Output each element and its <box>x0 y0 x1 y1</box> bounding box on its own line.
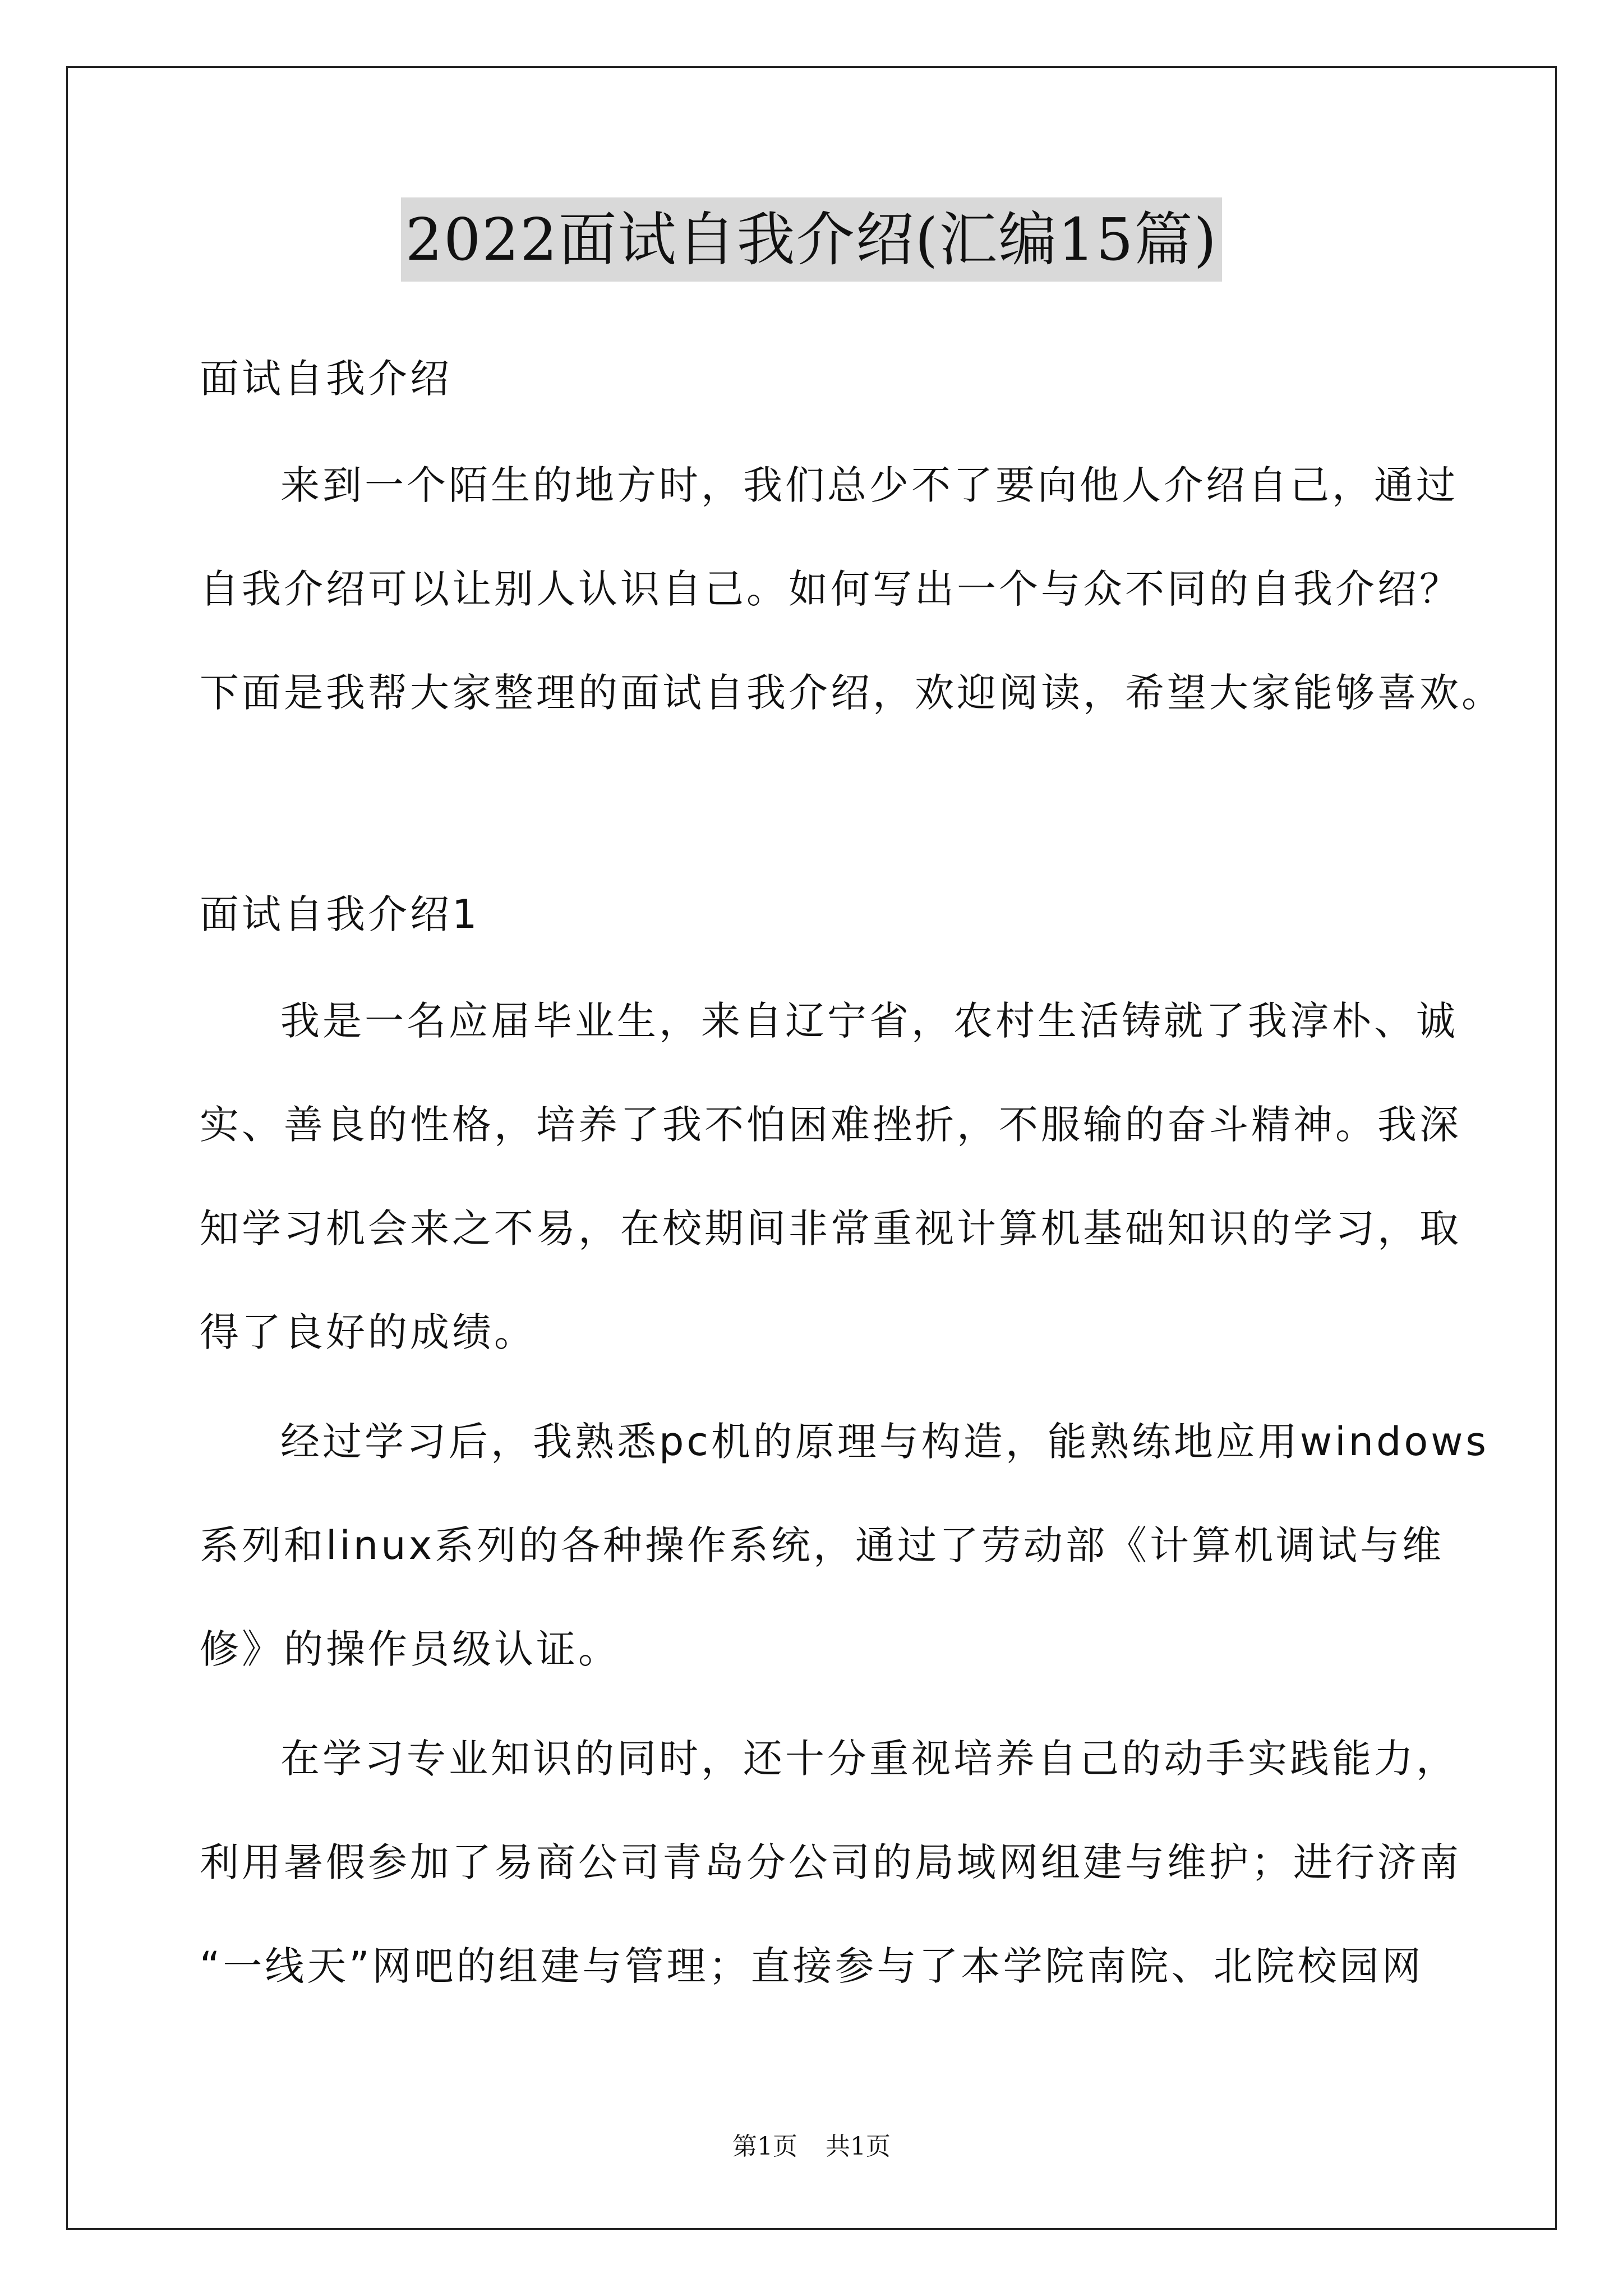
section1-line-10: “一线天”网吧的组建与管理；直接参与了本学院南院、北院校园网 <box>200 1943 1424 1989</box>
intro-line-2: 自我介绍可以让别人认识自己。如何写出一个与众不同的自我介绍？ <box>200 566 1461 612</box>
page-footer <box>0 2126 1623 2162</box>
section1-line-6: 系列和linux系列的各种操作系统，通过了劳动部《计算机调试与维 <box>200 1522 1445 1568</box>
title-container <box>0 197 1623 282</box>
intro-heading: 面试自我介绍 <box>200 356 452 402</box>
section1-line-3: 知学习机会来之不易，在校期间非常重视计算机基础知识的学习，取 <box>200 1205 1461 1251</box>
intro-line-3: 下面是我帮大家整理的面试自我介绍，欢迎阅读，希望大家能够喜欢。 <box>200 670 1504 716</box>
document-title: 2022面试自我介绍(汇编15篇) <box>401 197 1222 282</box>
section1-line-7: 修》的操作员级认证。 <box>200 1626 620 1672</box>
section1-line-1: 我是一名应届毕业生，来自辽宁省，农村生活铸就了我淳朴、诚 <box>280 998 1458 1044</box>
intro-line-1: 来到一个陌生的地方时，我们总少不了要向他人介绍自己，通过 <box>280 462 1458 508</box>
section1-line-4: 得了良好的成绩。 <box>200 1309 536 1355</box>
section1-line-5: 经过学习后，我熟悉pc机的原理与构造，能熟练地应用windows <box>280 1419 1489 1465</box>
page-number-current: 第1页 <box>732 2132 797 2161</box>
section1-line-8: 在学习专业知识的同时，还十分重视培养自己的动手实践能力， <box>280 1736 1458 1782</box>
section1-line-9: 利用暑假参加了易商公司青岛分公司的局域网组建与维护；进行济南 <box>200 1839 1461 1885</box>
section1-heading: 面试自我介绍1 <box>200 891 480 937</box>
page-number-total: 共1页 <box>826 2132 891 2161</box>
section1-line-2: 实、善良的性格，培养了我不怕困难挫折，不服输的奋斗精神。我深 <box>200 1102 1461 1148</box>
